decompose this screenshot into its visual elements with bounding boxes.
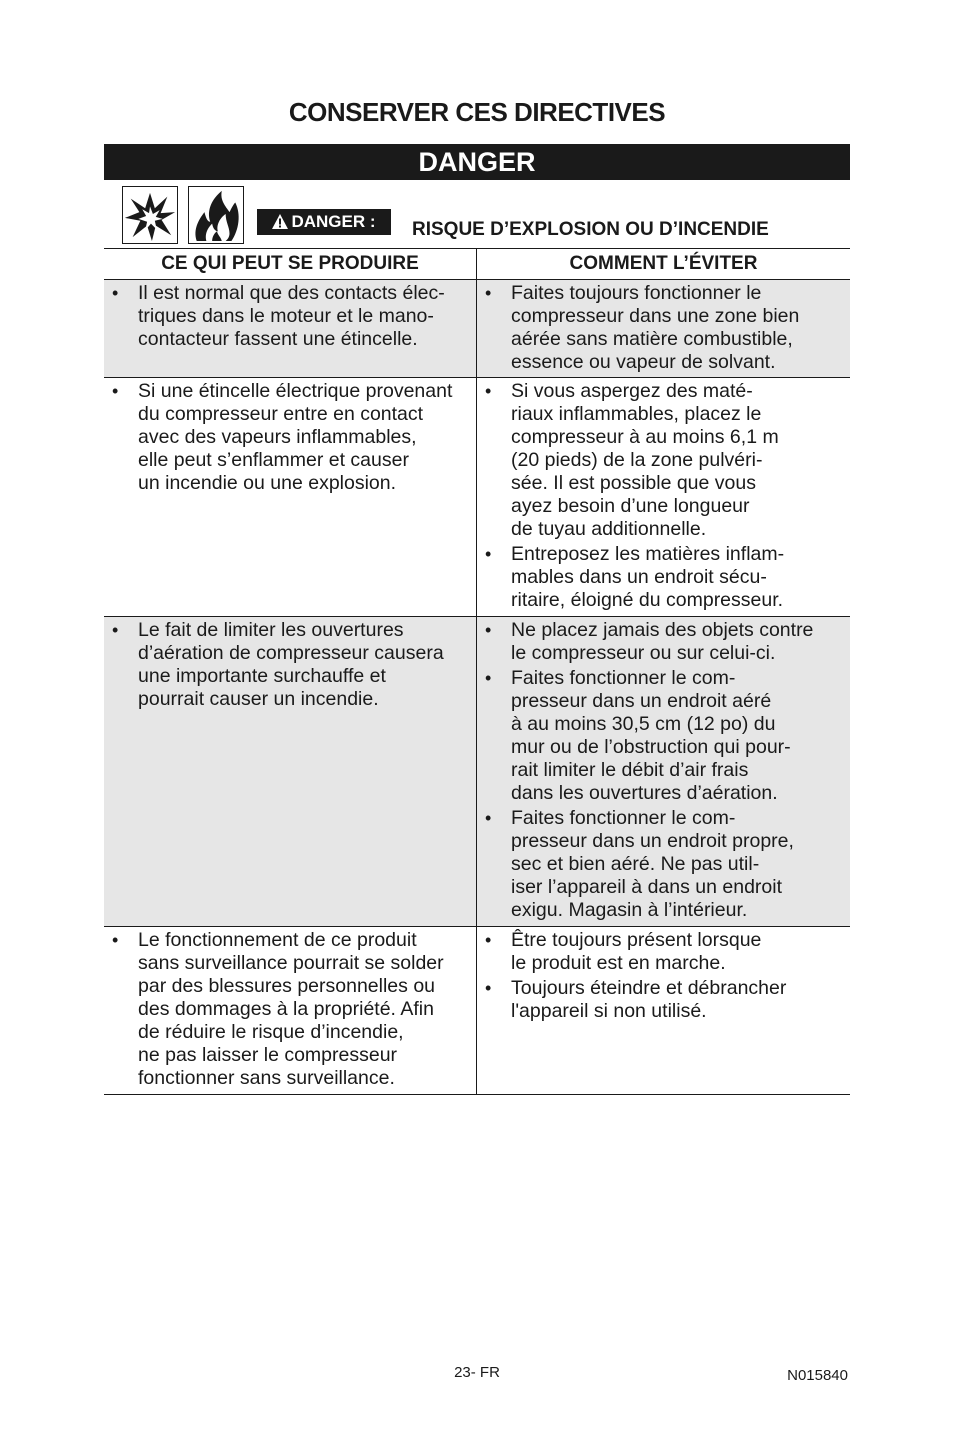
warning-triangle-icon <box>272 214 288 229</box>
bullet-item: • Si vous aspergez des maté- riaux inflammables, placez le compresseur à au moins 6,1 m (20 pieds) de la zone pulvéri- sée. Il est possible que vous ayez besoin d’une longueur de tuyau additionnelle. <box>477 380 850 541</box>
prevention-cell <box>477 378 850 616</box>
column-header-how-to-prevent: COMMENT L’ÉVITER <box>569 253 758 274</box>
table-row <box>104 617 850 927</box>
bullet-item: • Le fait de limiter les ouvertures d’aération de compresseur causera une importante surchauffe et pourrait causer un incendie. <box>104 619 476 711</box>
bullet-item: • Il est normal que des contacts élec- triques dans le moteur et le mano- contacteur fassent une étincelle. <box>104 282 476 351</box>
prevention-cell <box>477 617 850 926</box>
page-number: 23- FR <box>454 1364 500 1381</box>
bullet-item: • Ne placez jamais des objets contre le compresseur ou sur celui-ci. <box>477 619 850 665</box>
explosion-icon <box>122 186 178 244</box>
prevention-cell <box>477 280 850 377</box>
table-row <box>104 927 850 1095</box>
bullet-item: • Être toujours présent lorsque le produit est en marche. <box>477 929 850 975</box>
bullet-item: • Le fonctionnement de ce produit sans surveillance pourrait se solder par des blessures personnelles ou des dommages à la propriété. Afin de réduire le risque d’incendie, ne pas laisser le compresseur fonctionner sans surveillance. <box>104 929 476 1090</box>
hazard-cell <box>104 927 477 1094</box>
danger-table <box>104 248 850 1095</box>
bullet-item: • Toujours éteindre et débrancher l'appareil si non utilisé. <box>477 977 850 1023</box>
bullet-item: • Faites fonctionner le com- presseur dans un endroit aéré à au moins 30,5 cm (12 po) du mur ou de l’obstruction qui pour- rait limiter le débit d’air frais dans les ouvertures d’aération. <box>477 667 850 805</box>
hazard-cell <box>104 378 477 616</box>
hazard-cell <box>104 617 477 926</box>
danger-signal-label <box>257 209 391 235</box>
page-title: CONSERVER CES DIRECTIVES <box>288 97 666 127</box>
table-header <box>104 248 850 280</box>
danger-banner: DANGER <box>104 144 850 180</box>
table-row <box>104 378 850 617</box>
bullet-item: • Si une étincelle électrique provenant du compresseur entre en contact avec des vapeurs inflammables, elle peut s’enflammer et causer un incendie ou une explosion. <box>104 380 476 495</box>
fire-icon <box>188 186 244 244</box>
hazard-title: RISQUE D’EXPLOSION OU D’INCENDIE <box>412 219 769 240</box>
column-header-what-can-happen: CE QUI PEUT SE PRODUIRE <box>104 249 477 279</box>
document-code: N015840 <box>787 1367 848 1384</box>
bullet-item: • Faites toujours fonctionner le compresseur dans une zone bien aérée sans matière combustible, essence ou vapeur de solvant. <box>477 282 850 374</box>
prevention-cell <box>477 927 850 1094</box>
bullet-item: • Entreposez les matières inflam- mables dans un endroit sécu- ritaire, éloigné du compresseur. <box>477 543 850 612</box>
hazard-cell <box>104 280 477 377</box>
danger-label-text: DANGER : <box>291 212 376 231</box>
hazard-header <box>104 184 850 248</box>
table-row <box>104 280 850 378</box>
bullet-item: • Faites fonctionner le com- presseur dans un endroit propre, sec et bien aéré. Ne pas util- iser l’appareil à dans un endroit exigu. Magasin à l’intérieur. <box>477 807 850 922</box>
